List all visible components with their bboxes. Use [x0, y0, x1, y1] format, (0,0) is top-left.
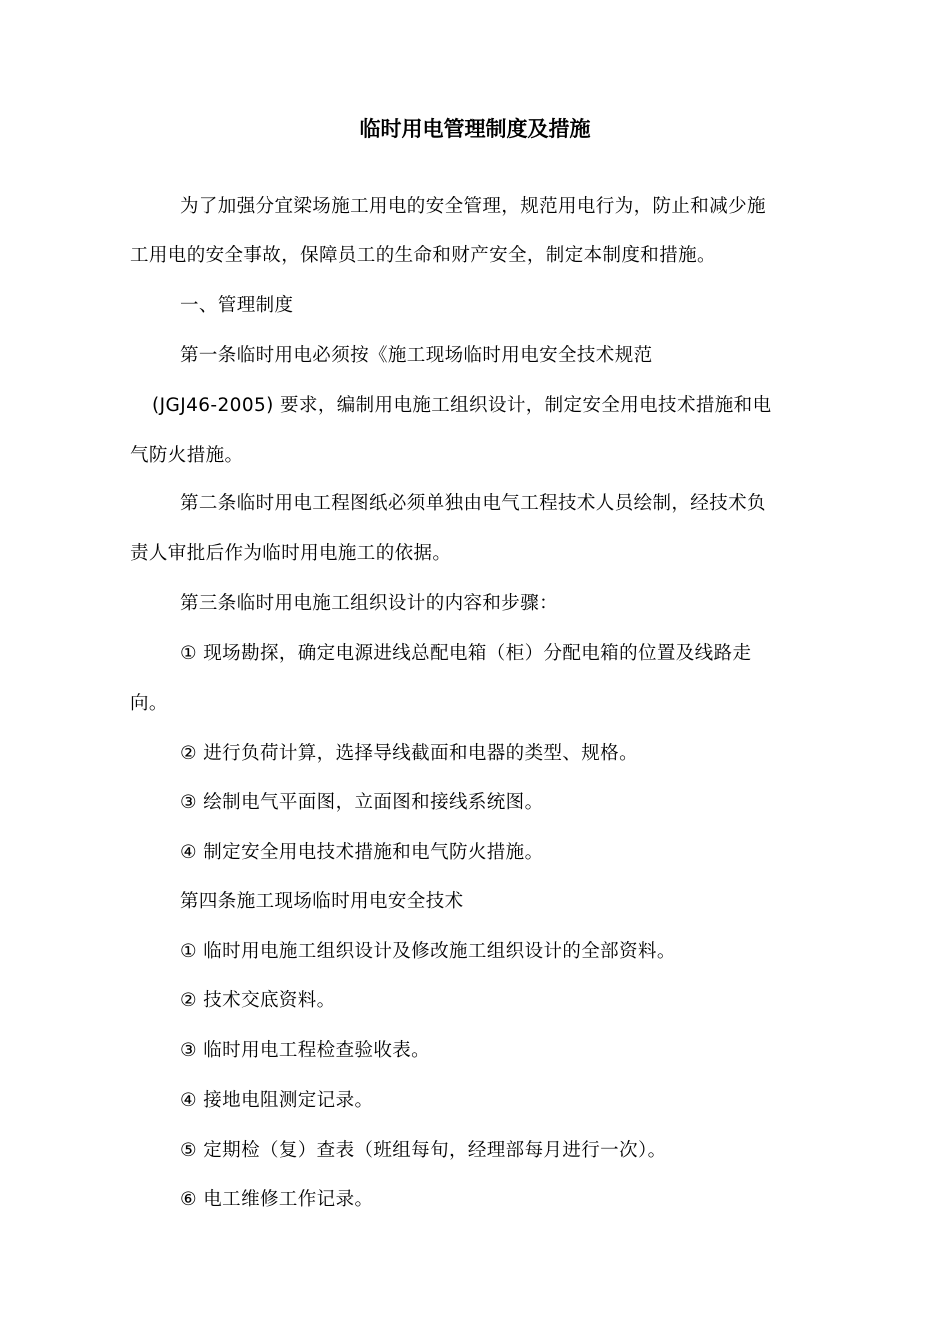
article-3-item-2: ② 进行负荷计算，选择导线截面和电器的类型、规格。 — [180, 743, 638, 764]
article-3-item-3: ③ 绘制电气平面图，立面图和接线系统图。 — [180, 792, 544, 813]
article-3-item-1-line-1: ① 现场勘探，确定电源进线总配电箱（柜）分配电箱的位置及线路走 — [180, 643, 752, 664]
article-4-item-2: ② 技术交底资料。 — [180, 990, 336, 1011]
article-3-heading: 第三条临时用电施工组织设计的内容和步骤： — [180, 593, 559, 614]
section-heading-management: 一、管理制度 — [180, 295, 294, 316]
article-1-line-3: 气防火措施。 — [130, 445, 244, 466]
paragraph-intro-line-1: 为了加强分宜梁场施工用电的安全管理，规范用电行为，防止和减少施 — [180, 196, 766, 217]
article-4-item-1: ① 临时用电施工组织设计及修改施工组织设计的全部资料。 — [180, 941, 676, 962]
article-3-item-4: ④ 制定安全用电技术措施和电气防火措施。 — [180, 842, 544, 863]
article-4-item-3: ③ 临时用电工程检查验收表。 — [180, 1040, 431, 1061]
document-title: 临时用电管理制度及措施 — [359, 117, 591, 141]
article-4-heading: 第四条施工现场临时用电安全技术 — [180, 891, 464, 912]
article-1-line-2: (JGJ46-2005) 要求，编制用电施工组织设计，制定安全用电技术措施和电 — [152, 395, 772, 416]
article-2-line-1: 第二条临时用电工程图纸必须单独由电气工程技术人员绘制，经技术负 — [180, 493, 766, 514]
paragraph-intro-line-2: 工用电的安全事故，保障员工的生命和财产安全，制定本制度和措施。 — [130, 245, 716, 266]
article-2-line-2: 责人审批后作为临时用电施工的依据。 — [130, 543, 452, 564]
article-4-item-5: ⑤ 定期检（复）查表（班组每旬，经理部每月进行一次）。 — [180, 1140, 667, 1161]
article-4-item-6: ⑥ 电工维修工作记录。 — [180, 1189, 374, 1210]
article-4-item-4: ④ 接地电阻测定记录。 — [180, 1090, 374, 1111]
article-1-line-1: 第一条临时用电必须按《施工现场临时用电安全技术规范 — [180, 345, 653, 366]
article-3-item-1-line-2: 向。 — [130, 693, 168, 714]
